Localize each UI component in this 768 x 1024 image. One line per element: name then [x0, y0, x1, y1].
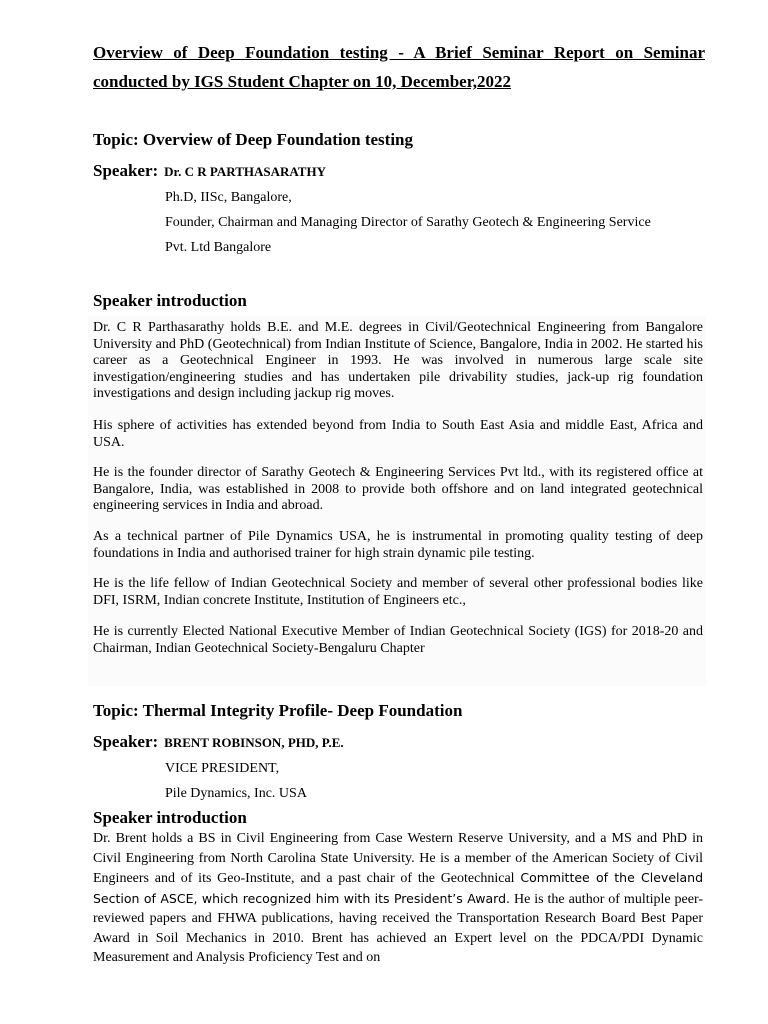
- speaker-name: BRENT ROBINSON, PHD, P.E.: [164, 735, 344, 750]
- intro-paragraph: He is the founder director of Sarathy Geotech & Engineering Services Pvt ltd., with its registered office at Bangalore, India, was established in 2008 to provide both offshore and on land integrated geotechnical engineering services in India and abroad.: [93, 465, 703, 513]
- speaker-credential: VICE PRESIDENT,: [165, 761, 280, 776]
- speaker-name: Dr. C R PARTHASARATHY: [164, 164, 326, 179]
- intro-paragraph: He is currently Elected National Executive Member of Indian Geotechnical Society (IGS) for 2018-20 and Chairman, Indian Geotechnical Society-Bengaluru Chapter: [93, 624, 703, 656]
- report-title: Overview of Deep Foundation testing - A Brief Seminar Report on Seminar conducted by IGS Student Chapter on 10, December,2022: [93, 43, 705, 91]
- topic-heading-1: Topic: Overview of Deep Foundation testing: [93, 130, 414, 149]
- intro-paragraph: His sphere of activities has extended beyond from India to South East Asia and middle East, Africa and USA.: [93, 418, 703, 450]
- intro-paragraph: Dr. C R Parthasarathy holds B.E. and M.E. degrees in Civil/Geotechnical Engineering from Bangalore University and PhD (Geotechnical) from Indian Institute of Science, Bangalore, India in 2002. He started his career as a Geotechnical Engineer in 1993. He was involved in numerous large scale site investigation/engineering studies and has undertaken pile drivability studies, jack-up rig foundation investigations and design including jackup rig moves.: [93, 320, 703, 401]
- speaker-line-2: [93, 732, 344, 752]
- speaker-credential: Ph.D, IISc, Bangalore,: [165, 190, 292, 205]
- speaker-credential: Pvt. Ltd Bangalore: [165, 240, 272, 255]
- intro-paragraph: He is the life fellow of Indian Geotechnical Society and member of several other professional bodies like DFI, ISRM, Indian concrete Institute, Institution of Engineers etc.,: [93, 576, 703, 608]
- topic-heading-2: Topic: Thermal Integrity Profile- Deep Foundation: [93, 701, 463, 720]
- speaker-intro-heading-2: Speaker introduction: [93, 808, 247, 827]
- speaker-credential: Pile Dynamics, Inc. USA: [165, 786, 307, 801]
- intro-text-part-3: He is the author of multiple peer-reviewed papers and FHWA publications, having received the Transportation Research Board Best Paper Award in Soil Mechanics in 2010. Brent has achieved an Expert level on the PDCA/PDI Dynamic Measurement and Analysis Proficiency Test and on: [93, 891, 704, 965]
- speaker-label: Speaker:: [93, 161, 159, 180]
- speaker-label: Speaker:: [93, 732, 159, 751]
- intro-text-part-2: Committee of the Cleveland Section of ASCE, which recognized him with its President’s Award.: [93, 870, 704, 906]
- speaker-credential: Founder, Chairman and Managing Director of Sarathy Geotech & Engineering Service: [165, 215, 651, 230]
- intro-paragraph-2: [93, 829, 703, 968]
- speaker-intro-heading-1: Speaker introduction: [93, 291, 247, 310]
- intro-text-part-1: Dr. Brent holds a BS in Civil Engineering from Case Western Reserve University, and a MS and PhD in Civil Engineering from North Carolina State University. He is a member of the American Society of Civil Engineers and of its Geo-Institute, and a past chair of the Geotechnical: [93, 831, 703, 886]
- intro-paragraph: As a technical partner of Pile Dynamics USA, he is instrumental in promoting quality testing of deep foundations in India and authorised trainer for high strain dynamic pile testing.: [93, 529, 703, 561]
- speaker-line-1: [93, 161, 326, 181]
